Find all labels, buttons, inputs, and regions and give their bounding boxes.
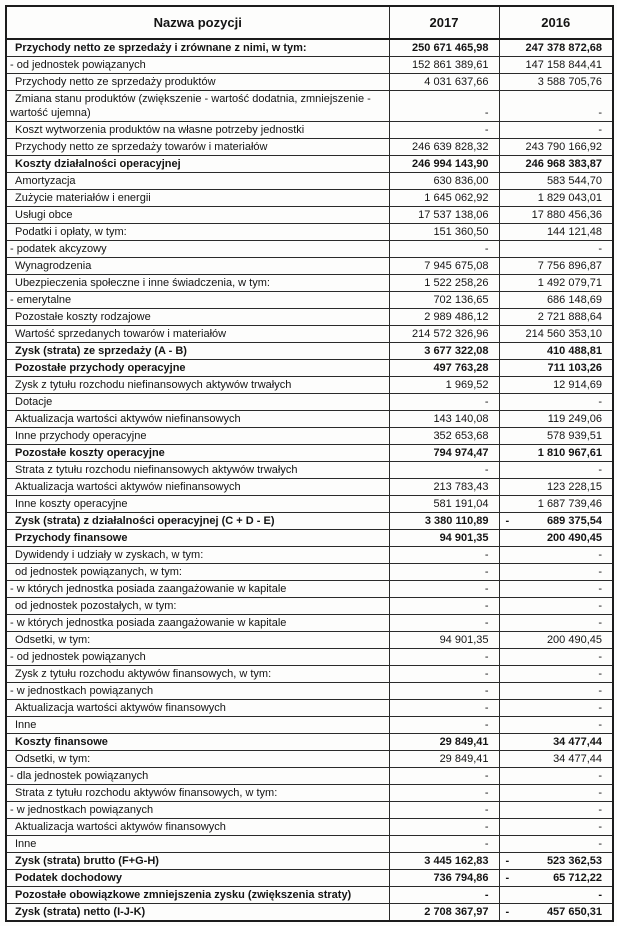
- row-label: Aktualizacja wartości aktywów finansowych: [6, 700, 389, 717]
- value-2016: -: [499, 547, 613, 564]
- table-row: [6, 377, 613, 394]
- value-2016: -: [499, 802, 613, 819]
- table-row: [6, 666, 613, 683]
- table-row: [6, 632, 613, 649]
- table-row: [6, 360, 613, 377]
- value-2017: -: [389, 887, 499, 904]
- table-row: [6, 74, 613, 91]
- row-label: Zysk (strata) ze sprzedaży (A - B): [6, 343, 389, 360]
- value-2016: 17 880 456,36: [499, 207, 613, 224]
- table-row: [6, 39, 613, 57]
- value-2016: -: [499, 598, 613, 615]
- value-2016: 410 488,81: [499, 343, 613, 360]
- table-row: [6, 751, 613, 768]
- value-2017: -: [389, 785, 499, 802]
- value-2016: [499, 870, 613, 887]
- value-2017: 246 994 143,90: [389, 156, 499, 173]
- table-row: [6, 122, 613, 139]
- value-2016: 123 228,15: [499, 479, 613, 496]
- table-row: [6, 292, 613, 309]
- value-2016: 34 477,44: [499, 751, 613, 768]
- row-label: od jednostek powiązanych, w tym:: [6, 564, 389, 581]
- column-header-2017: 2017: [389, 6, 499, 39]
- row-label: Odsetki, w tym:: [6, 632, 389, 649]
- value-2017: -: [389, 564, 499, 581]
- value-2016: 12 914,69: [499, 377, 613, 394]
- value-2017: -: [389, 547, 499, 564]
- table-row: [6, 904, 613, 922]
- row-label: Przychody finansowe: [6, 530, 389, 547]
- table-row: [6, 91, 613, 122]
- value-2017: 4 031 637,66: [389, 74, 499, 91]
- table-row: [6, 785, 613, 802]
- value-2017: -: [389, 91, 499, 122]
- value-2017: -: [389, 768, 499, 785]
- value-2016: [499, 904, 613, 922]
- value-2016: 578 939,51: [499, 428, 613, 445]
- value-2016: -: [499, 819, 613, 836]
- row-label: - w których jednostka posiada zaangażowanie w kapitale: [6, 615, 389, 632]
- value-2016: -: [499, 717, 613, 734]
- row-label: Pozostałe obowiązkowe zmniejszenia zysku (zwiększenia straty): [6, 887, 389, 904]
- table-row: [6, 224, 613, 241]
- table-row: [6, 394, 613, 411]
- value-number: 457 650,31: [546, 906, 602, 918]
- value-2016: 1 810 967,61: [499, 445, 613, 462]
- value-2017: -: [389, 666, 499, 683]
- row-label: Koszty finansowe: [6, 734, 389, 751]
- column-header-2016: 2016: [499, 6, 613, 39]
- row-label: Zysk z tytułu rozchodu niefinansowych aktywów trwałych: [6, 377, 389, 394]
- row-label: Przychody netto ze sprzedaży towarów i materiałów: [6, 139, 389, 156]
- table-row: [6, 887, 613, 904]
- table-row: [6, 479, 613, 496]
- value-2016: [499, 853, 613, 870]
- value-2016: 246 968 383,87: [499, 156, 613, 173]
- value-2016: -: [499, 122, 613, 139]
- row-label: Przychody netto ze sprzedaży produktów: [6, 74, 389, 91]
- row-label: - od jednostek powiązanych: [6, 57, 389, 74]
- row-label: Dywidendy i udziały w zyskach, w tym:: [6, 547, 389, 564]
- value-2017: 3 445 162,83: [389, 853, 499, 870]
- value-2017: 213 783,43: [389, 479, 499, 496]
- row-label: Koszty działalności operacyjnej: [6, 156, 389, 173]
- value-2017: 94 901,35: [389, 530, 499, 547]
- value-2017: 3 380 110,89: [389, 513, 499, 530]
- value-2017: 214 572 326,96: [389, 326, 499, 343]
- row-label: Usługi obce: [6, 207, 389, 224]
- value-2017: 2 708 367,97: [389, 904, 499, 922]
- value-2017: 630 836,00: [389, 173, 499, 190]
- table-row: [6, 275, 613, 292]
- row-label: Zysk (strata) netto (I-J-K): [6, 904, 389, 922]
- row-label: Pozostałe koszty operacyjne: [6, 445, 389, 462]
- row-label: - podatek akcyzowy: [6, 241, 389, 258]
- value-2017: -: [389, 649, 499, 666]
- table-body: [6, 39, 613, 921]
- row-label: Zysk (strata) z działalności operacyjnej (C + D - E): [6, 513, 389, 530]
- value-2016: -: [499, 887, 613, 904]
- row-label: Aktualizacja wartości aktywów finansowych: [6, 819, 389, 836]
- value-2017: 152 861 389,61: [389, 57, 499, 74]
- value-2016: -: [499, 462, 613, 479]
- table-row: [6, 343, 613, 360]
- value-2016: -: [499, 91, 613, 122]
- minus-sign: -: [505, 906, 510, 918]
- value-2016: -: [499, 241, 613, 258]
- row-label: Podatek dochodowy: [6, 870, 389, 887]
- minus-sign: -: [505, 515, 510, 527]
- value-2017: 1 522 258,26: [389, 275, 499, 292]
- row-label: - dla jednostek powiązanych: [6, 768, 389, 785]
- row-label: od jednostek pozostałych, w tym:: [6, 598, 389, 615]
- table-row: [6, 428, 613, 445]
- value-2017: 3 677 322,08: [389, 343, 499, 360]
- value-2017: 581 191,04: [389, 496, 499, 513]
- table-row: [6, 326, 613, 343]
- table-row: [6, 207, 613, 224]
- row-label: Pozostałe koszty rodzajowe: [6, 309, 389, 326]
- value-2017: -: [389, 717, 499, 734]
- financial-table: [5, 5, 614, 922]
- value-2016: 247 378 872,68: [499, 39, 613, 57]
- value-2016: -: [499, 836, 613, 853]
- value-2017: 246 639 828,32: [389, 139, 499, 156]
- table-row: [6, 802, 613, 819]
- value-number: 65 712,22: [553, 872, 602, 884]
- row-label: - w jednostkach powiązanych: [6, 683, 389, 700]
- table-row: [6, 139, 613, 156]
- value-2016: -: [499, 581, 613, 598]
- value-2016: -: [499, 768, 613, 785]
- value-2016: -: [499, 700, 613, 717]
- value-2017: 794 974,47: [389, 445, 499, 462]
- table-header-row: [6, 6, 613, 39]
- table-row: [6, 734, 613, 751]
- value-2017: 497 763,28: [389, 360, 499, 377]
- row-label: - w jednostkach powiązanych: [6, 802, 389, 819]
- table-row: [6, 57, 613, 74]
- value-2016: 200 490,45: [499, 530, 613, 547]
- value-2017: 352 653,68: [389, 428, 499, 445]
- value-2017: 17 537 138,06: [389, 207, 499, 224]
- table-row: [6, 700, 613, 717]
- row-label: Przychody netto ze sprzedaży i zrównane z nimi, w tym:: [6, 39, 389, 57]
- value-2017: 250 671 465,98: [389, 39, 499, 57]
- table-row: [6, 496, 613, 513]
- row-label: Aktualizacja wartości aktywów niefinansowych: [6, 479, 389, 496]
- table-row: [6, 309, 613, 326]
- value-2016: 243 790 166,92: [499, 139, 613, 156]
- row-label: Strata z tytułu rozchodu aktywów finansowych, w tym:: [6, 785, 389, 802]
- table-row: [6, 853, 613, 870]
- table-row: [6, 649, 613, 666]
- value-2016: 1 492 079,71: [499, 275, 613, 292]
- value-2017: -: [389, 836, 499, 853]
- table-row: [6, 717, 613, 734]
- value-2017: -: [389, 615, 499, 632]
- table-row: [6, 156, 613, 173]
- value-2016: 3 588 705,76: [499, 74, 613, 91]
- minus-sign: -: [505, 872, 510, 884]
- value-2016: 144 121,48: [499, 224, 613, 241]
- value-2017: 151 360,50: [389, 224, 499, 241]
- value-2017: 1 969,52: [389, 377, 499, 394]
- table-row: [6, 581, 613, 598]
- table-row: [6, 445, 613, 462]
- value-2017: -: [389, 700, 499, 717]
- value-2017: -: [389, 241, 499, 258]
- table-row: [6, 598, 613, 615]
- row-label: - emerytalne: [6, 292, 389, 309]
- table-row: [6, 462, 613, 479]
- value-2016: -: [499, 394, 613, 411]
- row-label: Inne koszty operacyjne: [6, 496, 389, 513]
- column-header-name: Nazwa pozycji: [6, 6, 389, 39]
- row-label: Zysk (strata) brutto (F+G-H): [6, 853, 389, 870]
- value-2017: -: [389, 581, 499, 598]
- row-label: Amortyzacja: [6, 173, 389, 190]
- value-2016: 119 249,06: [499, 411, 613, 428]
- row-label: Zużycie materiałów i energii: [6, 190, 389, 207]
- row-label: Koszt wytworzenia produktów na własne potrzeby jednostki: [6, 122, 389, 139]
- table-row: [6, 173, 613, 190]
- row-label: Ubezpieczenia społeczne i inne świadczenia, w tym:: [6, 275, 389, 292]
- value-2017: 1 645 062,92: [389, 190, 499, 207]
- value-2017: 29 849,41: [389, 751, 499, 768]
- table-row: [6, 547, 613, 564]
- value-2017: -: [389, 802, 499, 819]
- value-2017: -: [389, 122, 499, 139]
- table-row: [6, 241, 613, 258]
- value-2017: 702 136,65: [389, 292, 499, 309]
- value-2016: [499, 513, 613, 530]
- value-2017: 143 140,08: [389, 411, 499, 428]
- row-label: Inne: [6, 836, 389, 853]
- table-row: [6, 564, 613, 581]
- table-row: [6, 615, 613, 632]
- row-label: Inne: [6, 717, 389, 734]
- value-2017: -: [389, 462, 499, 479]
- value-2016: -: [499, 615, 613, 632]
- value-2016: 147 158 844,41: [499, 57, 613, 74]
- value-2016: -: [499, 785, 613, 802]
- table-row: [6, 258, 613, 275]
- value-2016: 1 687 739,46: [499, 496, 613, 513]
- value-2016: 1 829 043,01: [499, 190, 613, 207]
- table-row: [6, 411, 613, 428]
- row-label: - od jednostek powiązanych: [6, 649, 389, 666]
- row-label: Inne przychody operacyjne: [6, 428, 389, 445]
- table-row: [6, 683, 613, 700]
- value-2016: 711 103,26: [499, 360, 613, 377]
- row-label: Podatki i opłaty, w tym:: [6, 224, 389, 241]
- minus-sign: -: [505, 855, 510, 867]
- value-2017: 2 989 486,12: [389, 309, 499, 326]
- value-2016: 200 490,45: [499, 632, 613, 649]
- row-label: Pozostałe przychody operacyjne: [6, 360, 389, 377]
- row-label: Aktualizacja wartości aktywów niefinansowych: [6, 411, 389, 428]
- value-number: 523 362,53: [546, 855, 602, 867]
- row-label: Zysk z tytułu rozchodu aktywów finansowych, w tym:: [6, 666, 389, 683]
- value-2016: 2 721 888,64: [499, 309, 613, 326]
- value-2017: 736 794,86: [389, 870, 499, 887]
- value-2017: 29 849,41: [389, 734, 499, 751]
- table-row: [6, 870, 613, 887]
- table-row: [6, 190, 613, 207]
- row-label: Dotacje: [6, 394, 389, 411]
- value-2016: -: [499, 649, 613, 666]
- value-2017: -: [389, 683, 499, 700]
- value-2016: -: [499, 683, 613, 700]
- value-number: 689 375,54: [546, 515, 602, 527]
- value-2017: 94 901,35: [389, 632, 499, 649]
- row-label: Strata z tytułu rozchodu niefinansowych aktywów trwałych: [6, 462, 389, 479]
- row-label: Zmiana stanu produktów (zwiększenie - wartość dodatnia, zmniejszenie - wartość ujemna): [6, 91, 389, 122]
- value-2016: 7 756 896,87: [499, 258, 613, 275]
- table-row: [6, 819, 613, 836]
- table-row: [6, 513, 613, 530]
- value-2016: -: [499, 666, 613, 683]
- value-2016: 686 148,69: [499, 292, 613, 309]
- value-2017: -: [389, 598, 499, 615]
- row-label: Odsetki, w tym:: [6, 751, 389, 768]
- row-label: - w których jednostka posiada zaangażowanie w kapitale: [6, 581, 389, 598]
- table-row: [6, 530, 613, 547]
- table-row: [6, 768, 613, 785]
- value-2017: -: [389, 819, 499, 836]
- row-label: Wynagrodzenia: [6, 258, 389, 275]
- value-2016: -: [499, 564, 613, 581]
- value-2016: 214 560 353,10: [499, 326, 613, 343]
- value-2016: 34 477,44: [499, 734, 613, 751]
- value-2017: -: [389, 394, 499, 411]
- row-label: Wartość sprzedanych towarów i materiałów: [6, 326, 389, 343]
- value-2017: 7 945 675,08: [389, 258, 499, 275]
- value-2016: 583 544,70: [499, 173, 613, 190]
- table-row: [6, 836, 613, 853]
